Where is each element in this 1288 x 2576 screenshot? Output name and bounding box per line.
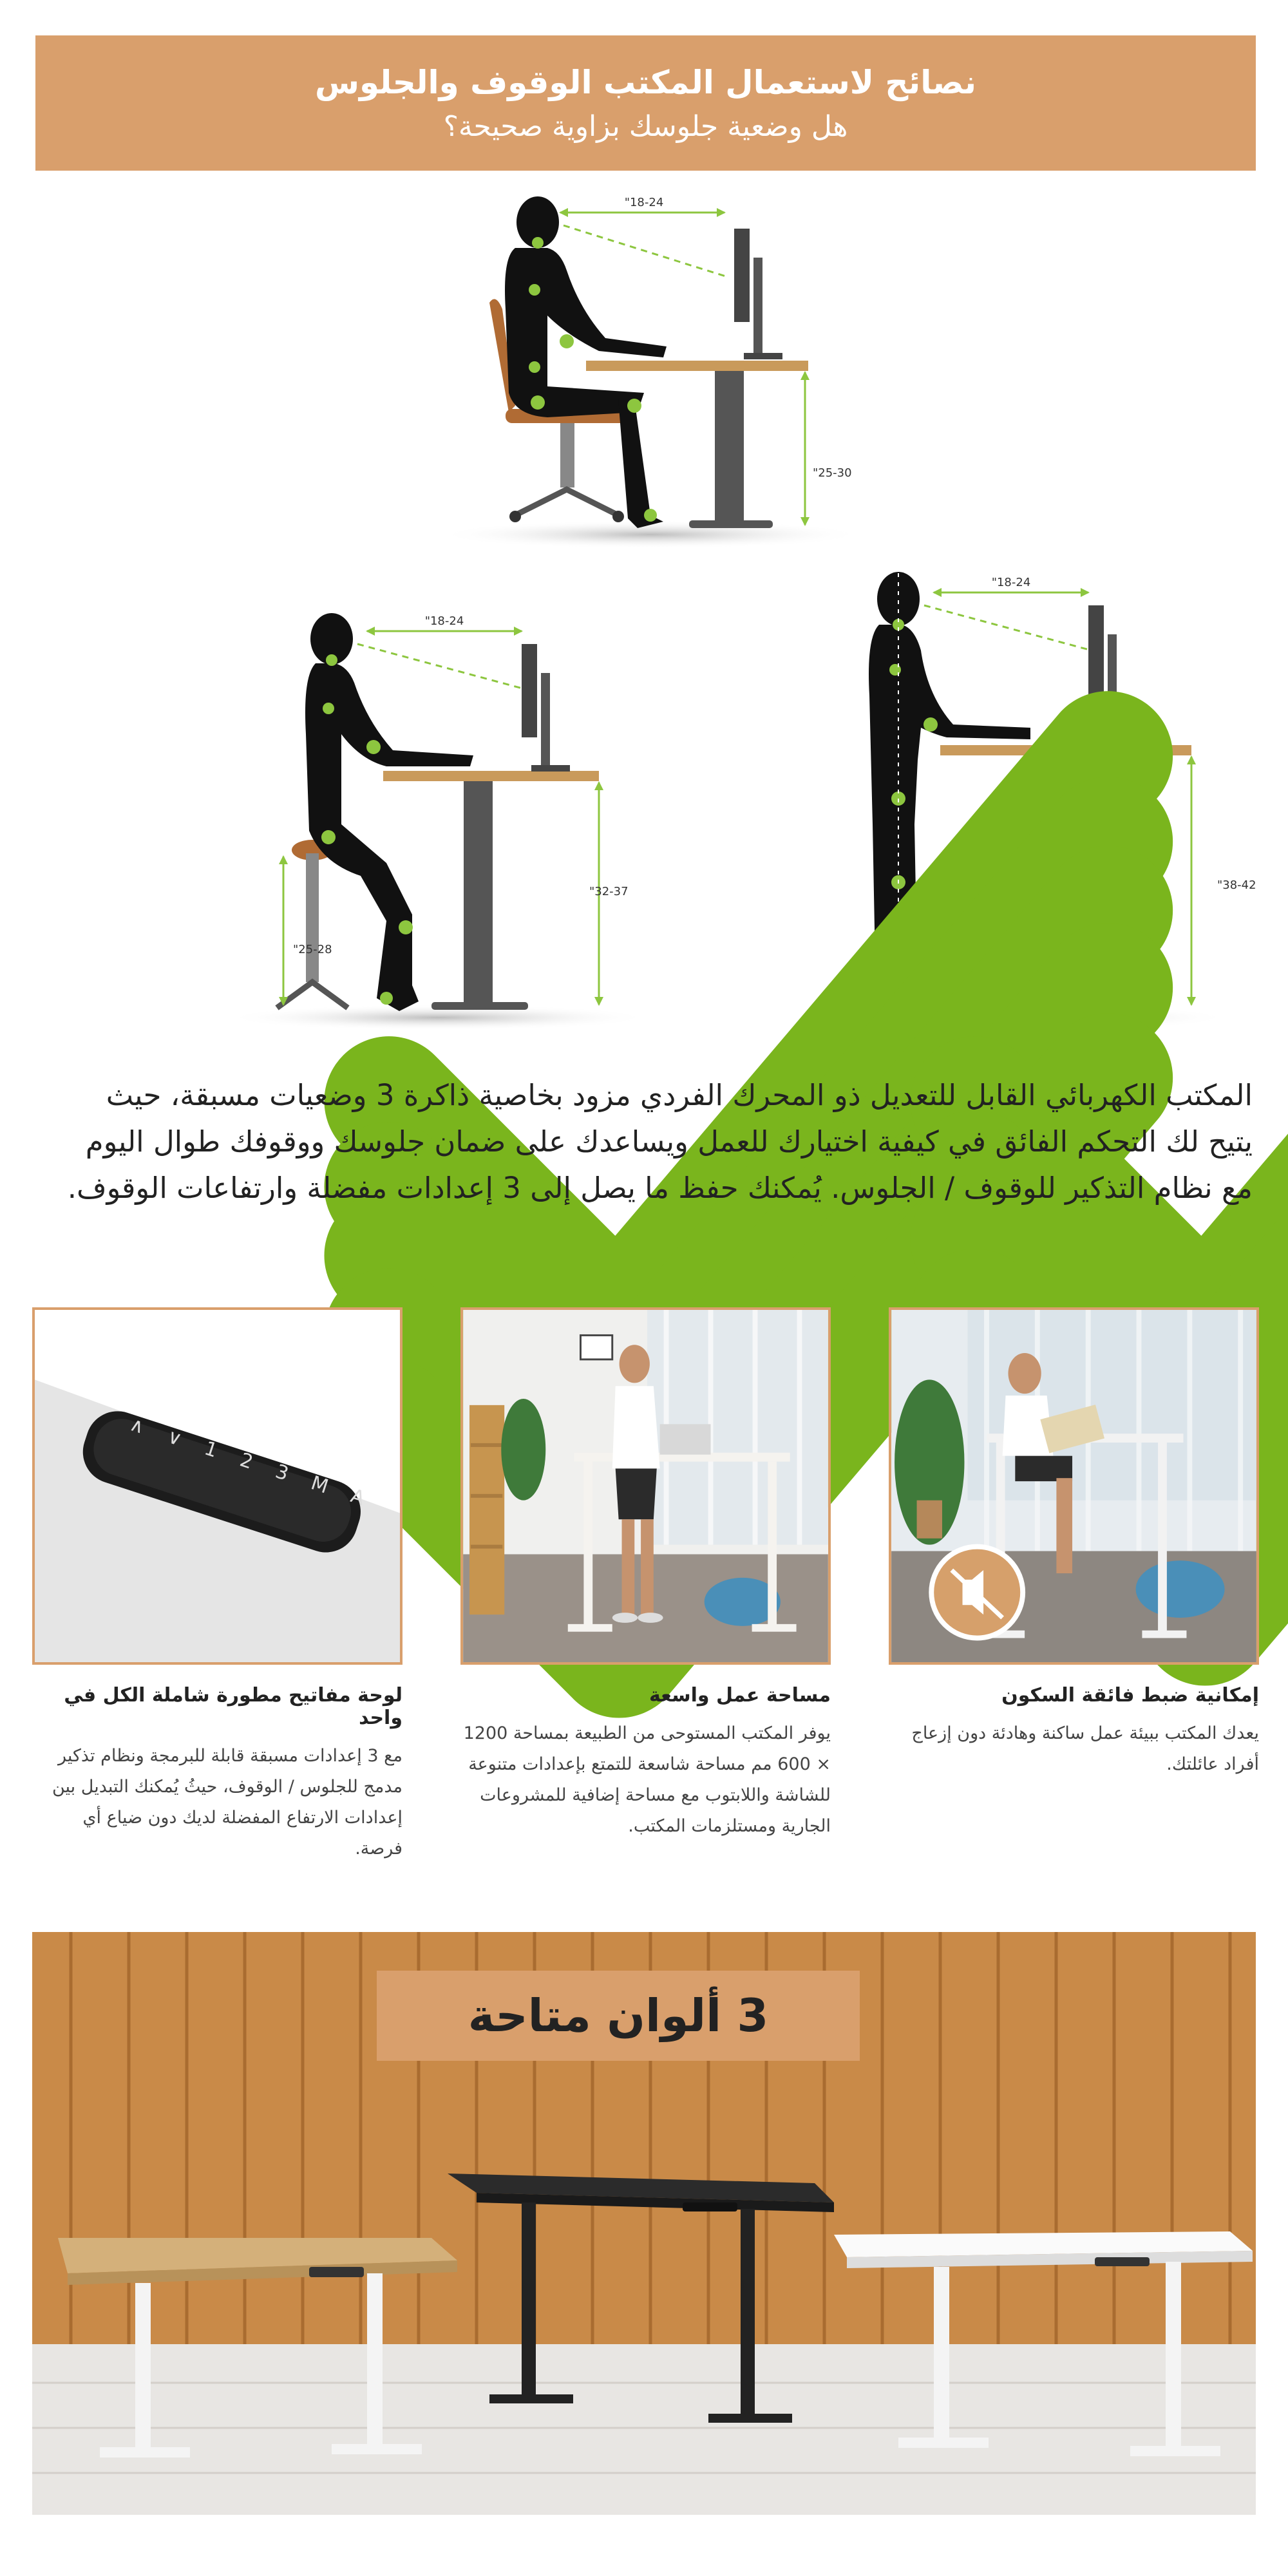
header-banner (35, 35, 1256, 171)
feature-card-keypad (32, 1307, 402, 1864)
chair-base (515, 489, 618, 515)
desk-leg (715, 371, 744, 522)
keypad-key: 3 (272, 1459, 292, 1486)
keypad-key: 2 (237, 1448, 256, 1474)
colors-section (32, 1932, 1256, 2515)
photo-keypad (32, 1307, 402, 1665)
standing-distance-label: 18-24" (991, 576, 1031, 589)
feature-card-workspace (460, 1307, 831, 1842)
card-title: إمكانية ضبط فائقة السكون (1001, 1684, 1259, 1707)
desk-top (586, 361, 808, 371)
card-title: مساحة عمل واسعة (649, 1684, 831, 1707)
photo-standing-at-desk (460, 1307, 831, 1665)
keypad-key: ∧ (127, 1412, 148, 1439)
card-title: لوحة مفاتيح مطورة شاملة الكل في واحد (64, 1684, 402, 1729)
sightline (564, 225, 728, 277)
sitting-height-label: 25-30" (813, 466, 852, 480)
monitor-stand (753, 258, 762, 354)
colors-title: 3 ألوان متاحة (377, 1971, 860, 2061)
photo-illustration (463, 1310, 828, 1662)
keypad-key: ∨ (164, 1425, 185, 1451)
keypad-key: M (308, 1471, 332, 1499)
card-description: يعدك المكتب ببيئة عمل ساكنة وهادئة دون إزعاج أفراد عائلتك. (911, 1723, 1259, 1774)
stool-distance-label: 18-24" (424, 614, 464, 628)
sitting-figure-group (438, 196, 863, 549)
desk-foot (689, 520, 773, 528)
card-description: يوفر المكتب المستوحى من الطبيعة بمساحة 1200 × 600 مم مساحة شاسعة للتمتع بإعدادات متنوعة للشاشة واللابتوب مع مساحة إضافية للمشروعات الجارية ومستلزمات المكتب. (463, 1723, 831, 1836)
feature-card-quiet (889, 1307, 1259, 1780)
standing-height-label: 38-42" (1217, 878, 1256, 892)
photo-illustration (891, 1310, 1256, 1662)
monitor (734, 229, 750, 322)
ergonomic-diagram (0, 180, 1288, 1043)
keypad-key: A (348, 1484, 368, 1510)
stool-height-label: 32-37" (589, 885, 629, 898)
stool-seat-height-label: 25-28" (293, 943, 332, 956)
banner-title: نصائح لاستعمال المكتب الوقوف والجلوس (314, 63, 977, 101)
keypad-key: 1 (202, 1437, 221, 1463)
chair-pole (560, 423, 574, 488)
photo-seated-at-desk (889, 1307, 1259, 1665)
sitting-distance-label: 18-24" (624, 196, 664, 209)
intro-paragraph: المكتب الكهربائي القابل للتعديل ذو المحرك الفردي مزود بخاصية ذاكرة 3 وضعيات مسبقة، حيث يتيح لك التحكم الفائق في كيفية اختيارك للعمل ويساعدك على ضمان جلوسك ووقوفك طوال اليوم مع نظام التذكير للوقوف / الجلوس. يُمكنك حفظ ما يصل إلى 3 إعدادات مفضلة وارتفاعات الوقوف. (67, 1078, 1253, 1205)
monitor-base (744, 353, 782, 359)
card-description: مع 3 إعدادات مسبقة قابلة للبرمجة ونظام تذكير مدمج للجلوس / الوقوف، حيثُ يُمكنك التبديل بين إعدادات الارتفاع المفضلة لديك دون ضياع أي فرصة. (52, 1746, 402, 1859)
banner-subtitle: هل وضعية جلوسك بزاوية صحيحة؟ (443, 109, 848, 143)
